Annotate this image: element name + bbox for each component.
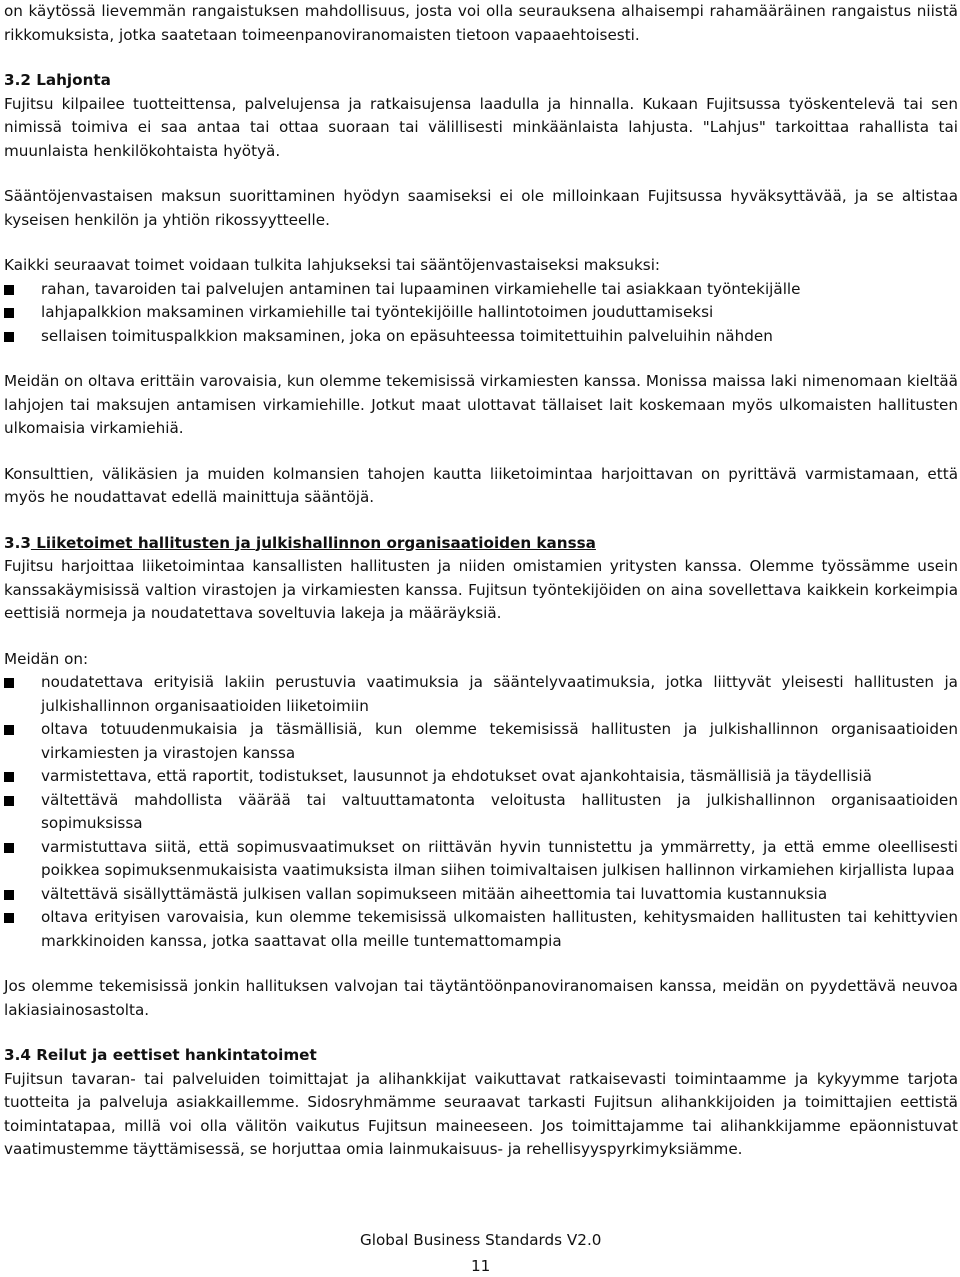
square-bullet-icon <box>4 772 14 782</box>
section-3-3-paragraph-1: Fujitsu harjoittaa liiketoimintaa kansallisten hallitusten ja niiden omistamien yritysten kanssa. Olemme työssämme usein kanssakäymisissä valtion virastojen ja virkamiesten kanssa. Fujitsun työntekijöiden on aina sovellettava kaikkein korkeimpia eettisiä normeja ja noudatettava soveltuvia lakeja ja määräyksiä. <box>4 557 958 622</box>
list-item-text: oltava totuudenmukaisia ja täsmällisiä, kun olemme tekemisissä hallitusten ja julkishallinnon organisaatioiden virkamiesten ja virastojen kanssa <box>41 720 958 762</box>
section-3-2-number: 3.2 <box>4 71 31 89</box>
section-3-3 <box>4 532 958 1023</box>
square-bullet-icon <box>4 843 14 853</box>
section-3-4-paragraph-1: Fujitsun tavaran- tai palveluiden toimittajat ja alihankkijat vaikuttavat ratkaisevasti toimintaamme ja kykyymme tarjota tuotteita ja palveluja asiakkaillemme. Sidosryhmämme seuraavat tarkasti Fujitsun alihankkijoiden ja toimittajien eettistä toimintatapaa, millä voi olla välitön vaikutus Fujitsun maineeseen. Jos toimittajamme tai alihankkijamme epäonnistuvat vaatimustemme täyttämisessä, se horjuttaa omia lainmukaisuus- ja rehellisyyspyrkimyksiämme. <box>4 1069 958 1158</box>
section-3-3-heading <box>4 532 958 556</box>
section-3-2-heading <box>4 69 958 93</box>
section-3-2-paragraph-5: Konsulttien, välikäsien ja muiden kolmansien tahojen kautta liiketoimintaa harjoittavan on pyrittävä varmistamaan, että myös he noudattavat edellä mainittuja sääntöjä. <box>4 464 958 506</box>
section-3-2-paragraph-4: Meidän on oltava erittäin varovaisia, kun olemme tekemisissä virkamiesten kanssa. Monissa maissa laki nimenomaan kieltää lahjojen tai maksujen antamisen virkamiehille. Jotkut maat ulottavat tällaiset lait koskemaan myös ulkomaisten hallitusten ulkomaisia virkamiehiä. <box>4 372 958 437</box>
section-3-4 <box>4 1044 958 1162</box>
government-obligations-list <box>4 671 958 953</box>
section-3-3-paragraph-2: Jos olemme tekemisissä jonkin hallituksen valvojan tai täytäntöönpanoviranomaisen kanssa, meidän on pyydettävä neuvoa lakiasiainosastolta. <box>4 977 958 1019</box>
square-bullet-icon <box>4 285 14 295</box>
square-bullet-icon <box>4 890 14 900</box>
list-item-text: sellaisen toimituspalkkion maksaminen, joka on epäsuhteessa toimitettuihin palveluihin nähden <box>41 326 773 345</box>
section-3-2 <box>4 69 958 510</box>
section-3-2-paragraph-1: Fujitsu kilpailee tuotteittensa, palvelujensa ja ratkaisujensa laadulla ja hinnalla. Kukaan Fujitsussa työskentelevä tai sen nimissä toimiva ei saa antaa tai ottaa suoraan tai välillisesti minkäänlaista lahjusta. "Lahjus" tarkoittaa rahallista tai muunlaista henkilökohtaista hyötyä. <box>4 94 958 160</box>
list-item <box>4 671 958 718</box>
square-bullet-icon <box>4 913 14 923</box>
square-bullet-icon <box>4 332 14 342</box>
list-item <box>4 325 958 349</box>
section-3-3-list-intro: Meidän on: <box>4 649 89 668</box>
footer-title: Global Business Standards V2.0 <box>360 1231 602 1249</box>
section-3-4-heading <box>4 1044 958 1068</box>
list-item-text: lahjapalkkion maksaminen virkamiehille tai työntekijöille hallintotoimen jouduttamiseksi <box>41 303 714 321</box>
list-item-text: varmistuttava siitä, että sopimusvaatimukset on riittävän hyvin tunnistettu ja ymmärretty, ja että emme oleellisesti poikkea sopimuksenmukaisista vaatimuksista ilman siihen toimivaltaisen julkisen hallinnon virkamiehen kirjallista lupaa <box>41 837 958 879</box>
list-item <box>4 906 958 953</box>
list-item <box>4 789 958 836</box>
list-item-text: noudatettava erityisiä lakiin perustuvia vaatimuksia ja sääntelyvaatimuksia, jotka liittyvät yleisesti hallitusten ja julkishallinnon organisaatioiden liiketoimiin <box>41 673 958 715</box>
square-bullet-icon <box>4 678 14 688</box>
page-number: 11 <box>471 1257 491 1275</box>
list-item-text: rahan, tavaroiden tai palvelujen antaminen tai lupaaminen virkamiehelle tai asiakkaan työntekijälle <box>41 279 801 298</box>
square-bullet-icon <box>4 308 14 318</box>
square-bullet-icon <box>4 796 14 806</box>
section-3-3-title: Liiketoimet hallitusten ja julkishallinnon organisaatioiden kanssa <box>30 533 596 552</box>
list-item <box>4 301 958 325</box>
list-item-text: vältettävä sisällyttämästä julkisen vallan sopimukseen mitään aiheettomia tai luvattomia kustannuksia <box>41 884 828 903</box>
list-item <box>4 836 958 883</box>
section-3-2-title: Lahjonta <box>30 71 111 89</box>
list-item-text: varmistettava, että raportit, todistukset, lausunnot ja ehdotukset ovat ajankohtaisia, täsmällisiä ja täydellisiä <box>41 767 872 785</box>
section-3-4-title: Reilut ja eettiset hankintatoimet <box>30 1046 317 1064</box>
section-3-4-number: 3.4 <box>4 1046 31 1064</box>
section-3-2-paragraph-2: Sääntöjenvastaisen maksun suorittaminen hyödyn saamiseksi ei ole milloinkaan Fujitsussa hyväksyttävää, ja se altistaa kyseisen henkilön ja yhtiön rikossyytteelle. <box>4 187 958 229</box>
square-bullet-icon <box>4 725 14 735</box>
list-item-text: oltava erityisen varovaisia, kun olemme tekemisissä ulkomaisten hallitusten, kehitysmaiden hallitusten tai kehittyvien markkinoiden kanssa, jotka saattavat olla meille tuntemattomampia <box>41 908 958 950</box>
list-item <box>4 765 958 789</box>
bribery-examples-list <box>4 278 958 349</box>
list-item-text: vältettävä mahdollista väärää tai valtuuttamatonta veloitusta hallitusten ja julkishallinnon organisaatioiden sopimuksissa <box>41 790 958 832</box>
section-3-3-number: 3.3 <box>4 533 31 552</box>
section-3-2-paragraph-3: Kaikki seuraavat toimet voidaan tulkita lahjukseksi tai sääntöjenvastaiseksi maksuksi: <box>4 256 661 274</box>
intro-paragraph: on käytössä lievemmän rangaistuksen mahdollisuus, josta voi olla seurauksena alhaisempi rahamääräinen rangaistus niistä rikkomuksista, jotka saatetaan toimeenpanoviranomaisten tietoon vapaaehtoisesti. <box>4 2 958 44</box>
list-item <box>4 278 958 302</box>
list-item <box>4 883 958 907</box>
document-page <box>4 0 958 1162</box>
list-item <box>4 718 958 765</box>
